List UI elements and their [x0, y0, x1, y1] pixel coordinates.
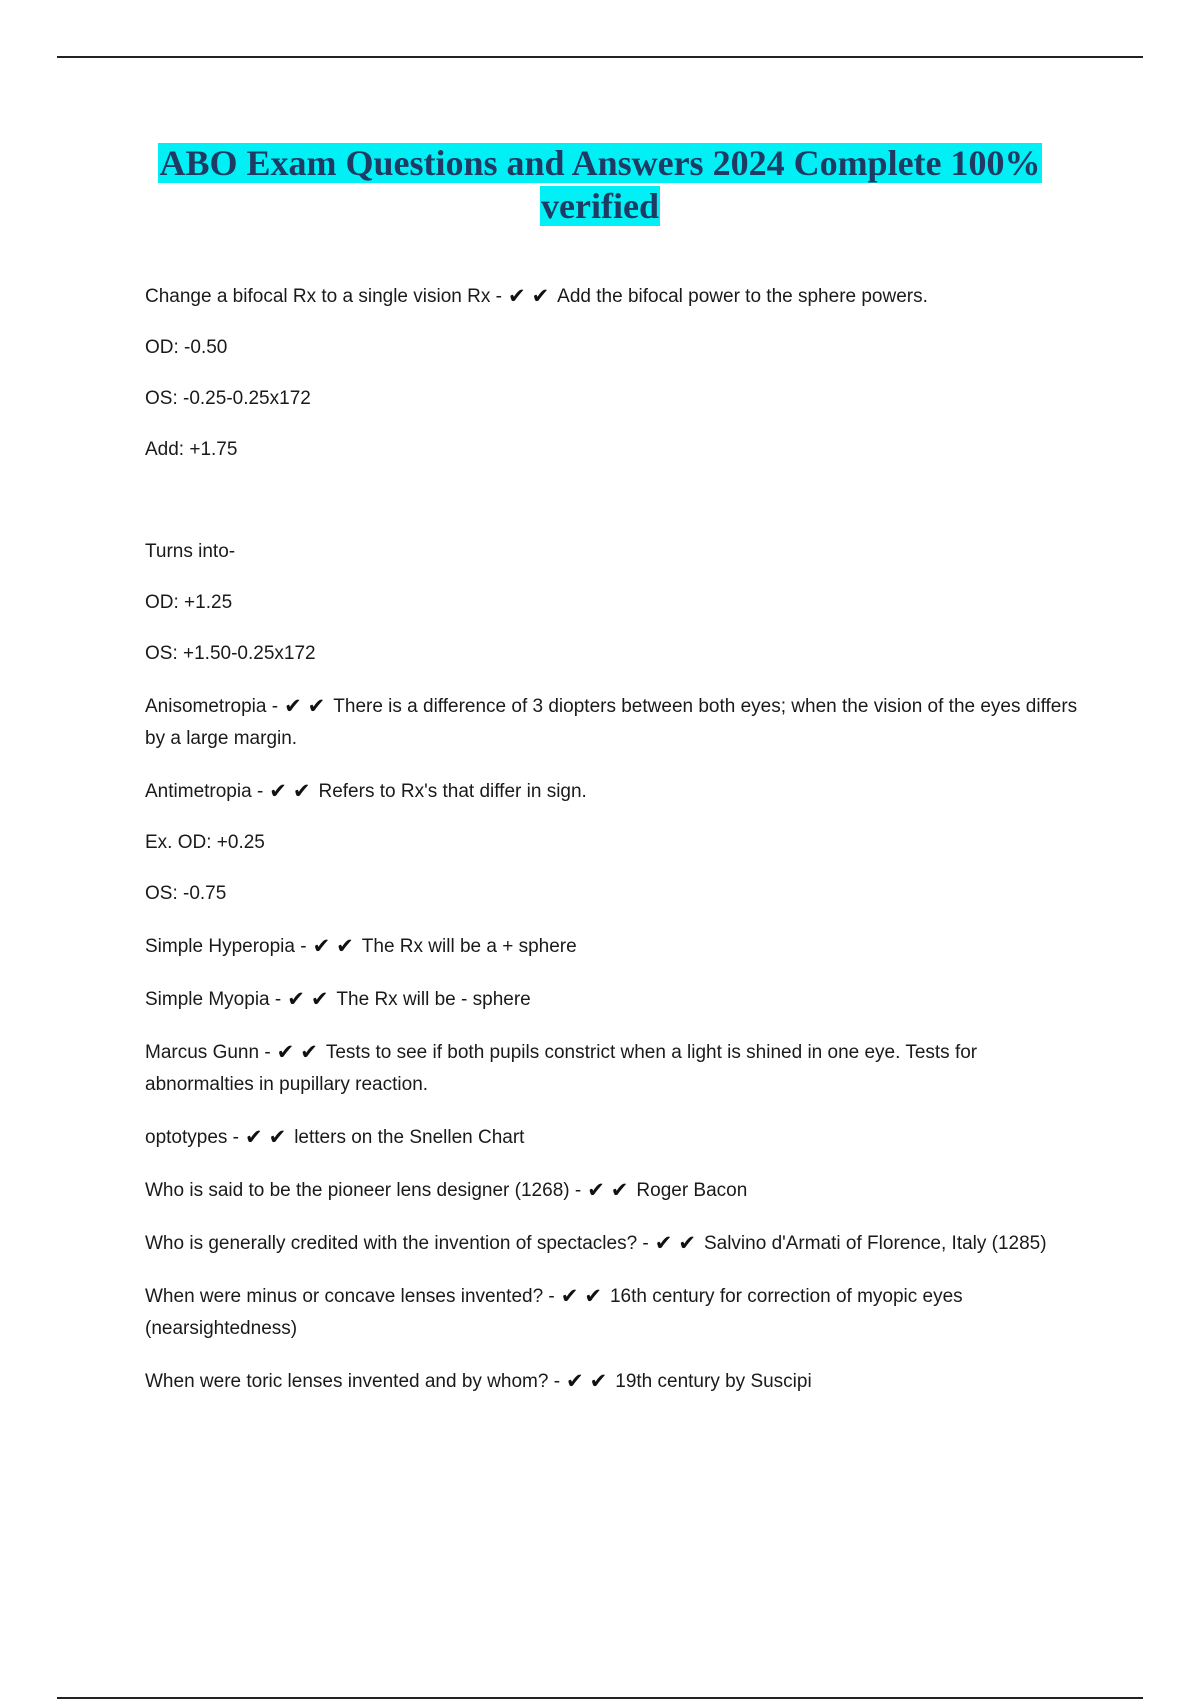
title-line-1: ABO Exam Questions and Answers 2024 Complete 100% — [159, 143, 1041, 183]
answer-text: letters on the Snellen Chart — [294, 1127, 525, 1148]
answer-text: Tests to see if both pupils constrict when a light is shined in one eye. Tests for abnormalties in pupillary reaction. — [145, 1042, 978, 1095]
question-text: Change a bifocal Rx to a single vision Rx - — [145, 286, 502, 307]
qa-item — [145, 983, 1080, 1016]
text-line: Turns into- — [145, 541, 236, 562]
title-line-2: verified — [541, 186, 659, 226]
double-check-icon: ✔✔ — [287, 987, 335, 1011]
bottom-rule — [57, 1697, 1143, 1699]
question-text: Antimetropia - — [145, 781, 264, 802]
double-check-icon: ✔✔ — [312, 934, 360, 958]
qa-item — [145, 1280, 1080, 1345]
qa-item — [145, 1227, 1080, 1260]
text-line: OD: -0.50 — [145, 337, 228, 358]
qa-item — [145, 930, 1080, 963]
text-line: OS: -0.25-0.25x172 — [145, 388, 311, 409]
qa-item — [145, 280, 1080, 313]
answer-text: 16th century for correction of myopic eyes (nearsightedness) — [145, 1286, 963, 1339]
double-check-icon: ✔✔ — [587, 1178, 635, 1202]
double-check-icon: ✔✔ — [654, 1231, 702, 1255]
text-line: OS: -0.75 — [145, 883, 227, 904]
answer-text: Roger Bacon — [636, 1180, 748, 1201]
question-text: optotypes - — [145, 1127, 239, 1148]
answer-text: Salvino d'Armati of Florence, Italy (1285) — [703, 1233, 1047, 1254]
double-check-icon: ✔✔ — [276, 1040, 324, 1064]
answer-text: The Rx will be - sphere — [336, 989, 531, 1010]
qa-item — [145, 1121, 1080, 1154]
text-line: OS: +1.50-0.25x172 — [145, 643, 316, 664]
question-text: Simple Myopia - — [145, 989, 282, 1010]
qa-item — [145, 775, 1080, 808]
question-text: Who is generally credited with the invention of spectacles? - — [145, 1233, 649, 1254]
text-line: Add: +1.75 — [145, 439, 238, 460]
question-text: Anisometropia - — [145, 696, 279, 717]
question-text: Marcus Gunn - — [145, 1042, 271, 1063]
top-rule — [57, 56, 1143, 58]
double-check-icon: ✔✔ — [566, 1369, 614, 1393]
double-check-icon: ✔✔ — [560, 1284, 608, 1308]
question-text: Simple Hyperopia - — [145, 936, 307, 957]
answer-text: Add the bifocal power to the sphere powers. — [557, 286, 928, 307]
answer-text: 19th century by Suscipi — [615, 1371, 812, 1392]
double-check-icon: ✔✔ — [284, 694, 332, 718]
qa-item — [145, 1365, 1080, 1398]
double-check-icon: ✔✔ — [507, 284, 556, 308]
question-text: When were toric lenses invented and by whom? - — [145, 1371, 561, 1392]
double-check-icon: ✔✔ — [245, 1125, 293, 1149]
qa-item — [145, 690, 1080, 755]
answer-text: There is a difference of 3 diopters between both eyes; when the vision of the eyes differs by a large margin. — [145, 696, 1078, 749]
text-line: OD: +1.25 — [145, 592, 233, 613]
text-line: Ex. OD: +0.25 — [145, 832, 265, 853]
question-text: When were minus or concave lenses invented? - — [145, 1286, 555, 1307]
answer-text: The Rx will be a + sphere — [361, 936, 577, 957]
qa-item — [145, 1036, 1080, 1101]
qa-item — [145, 1174, 1080, 1207]
document-body — [145, 280, 1080, 1398]
double-check-icon: ✔✔ — [269, 779, 317, 803]
document-title — [140, 142, 1060, 228]
question-text: Who is said to be the pioneer lens designer (1268) - — [145, 1180, 582, 1201]
answer-text: Refers to Rx's that differ in sign. — [318, 781, 587, 802]
